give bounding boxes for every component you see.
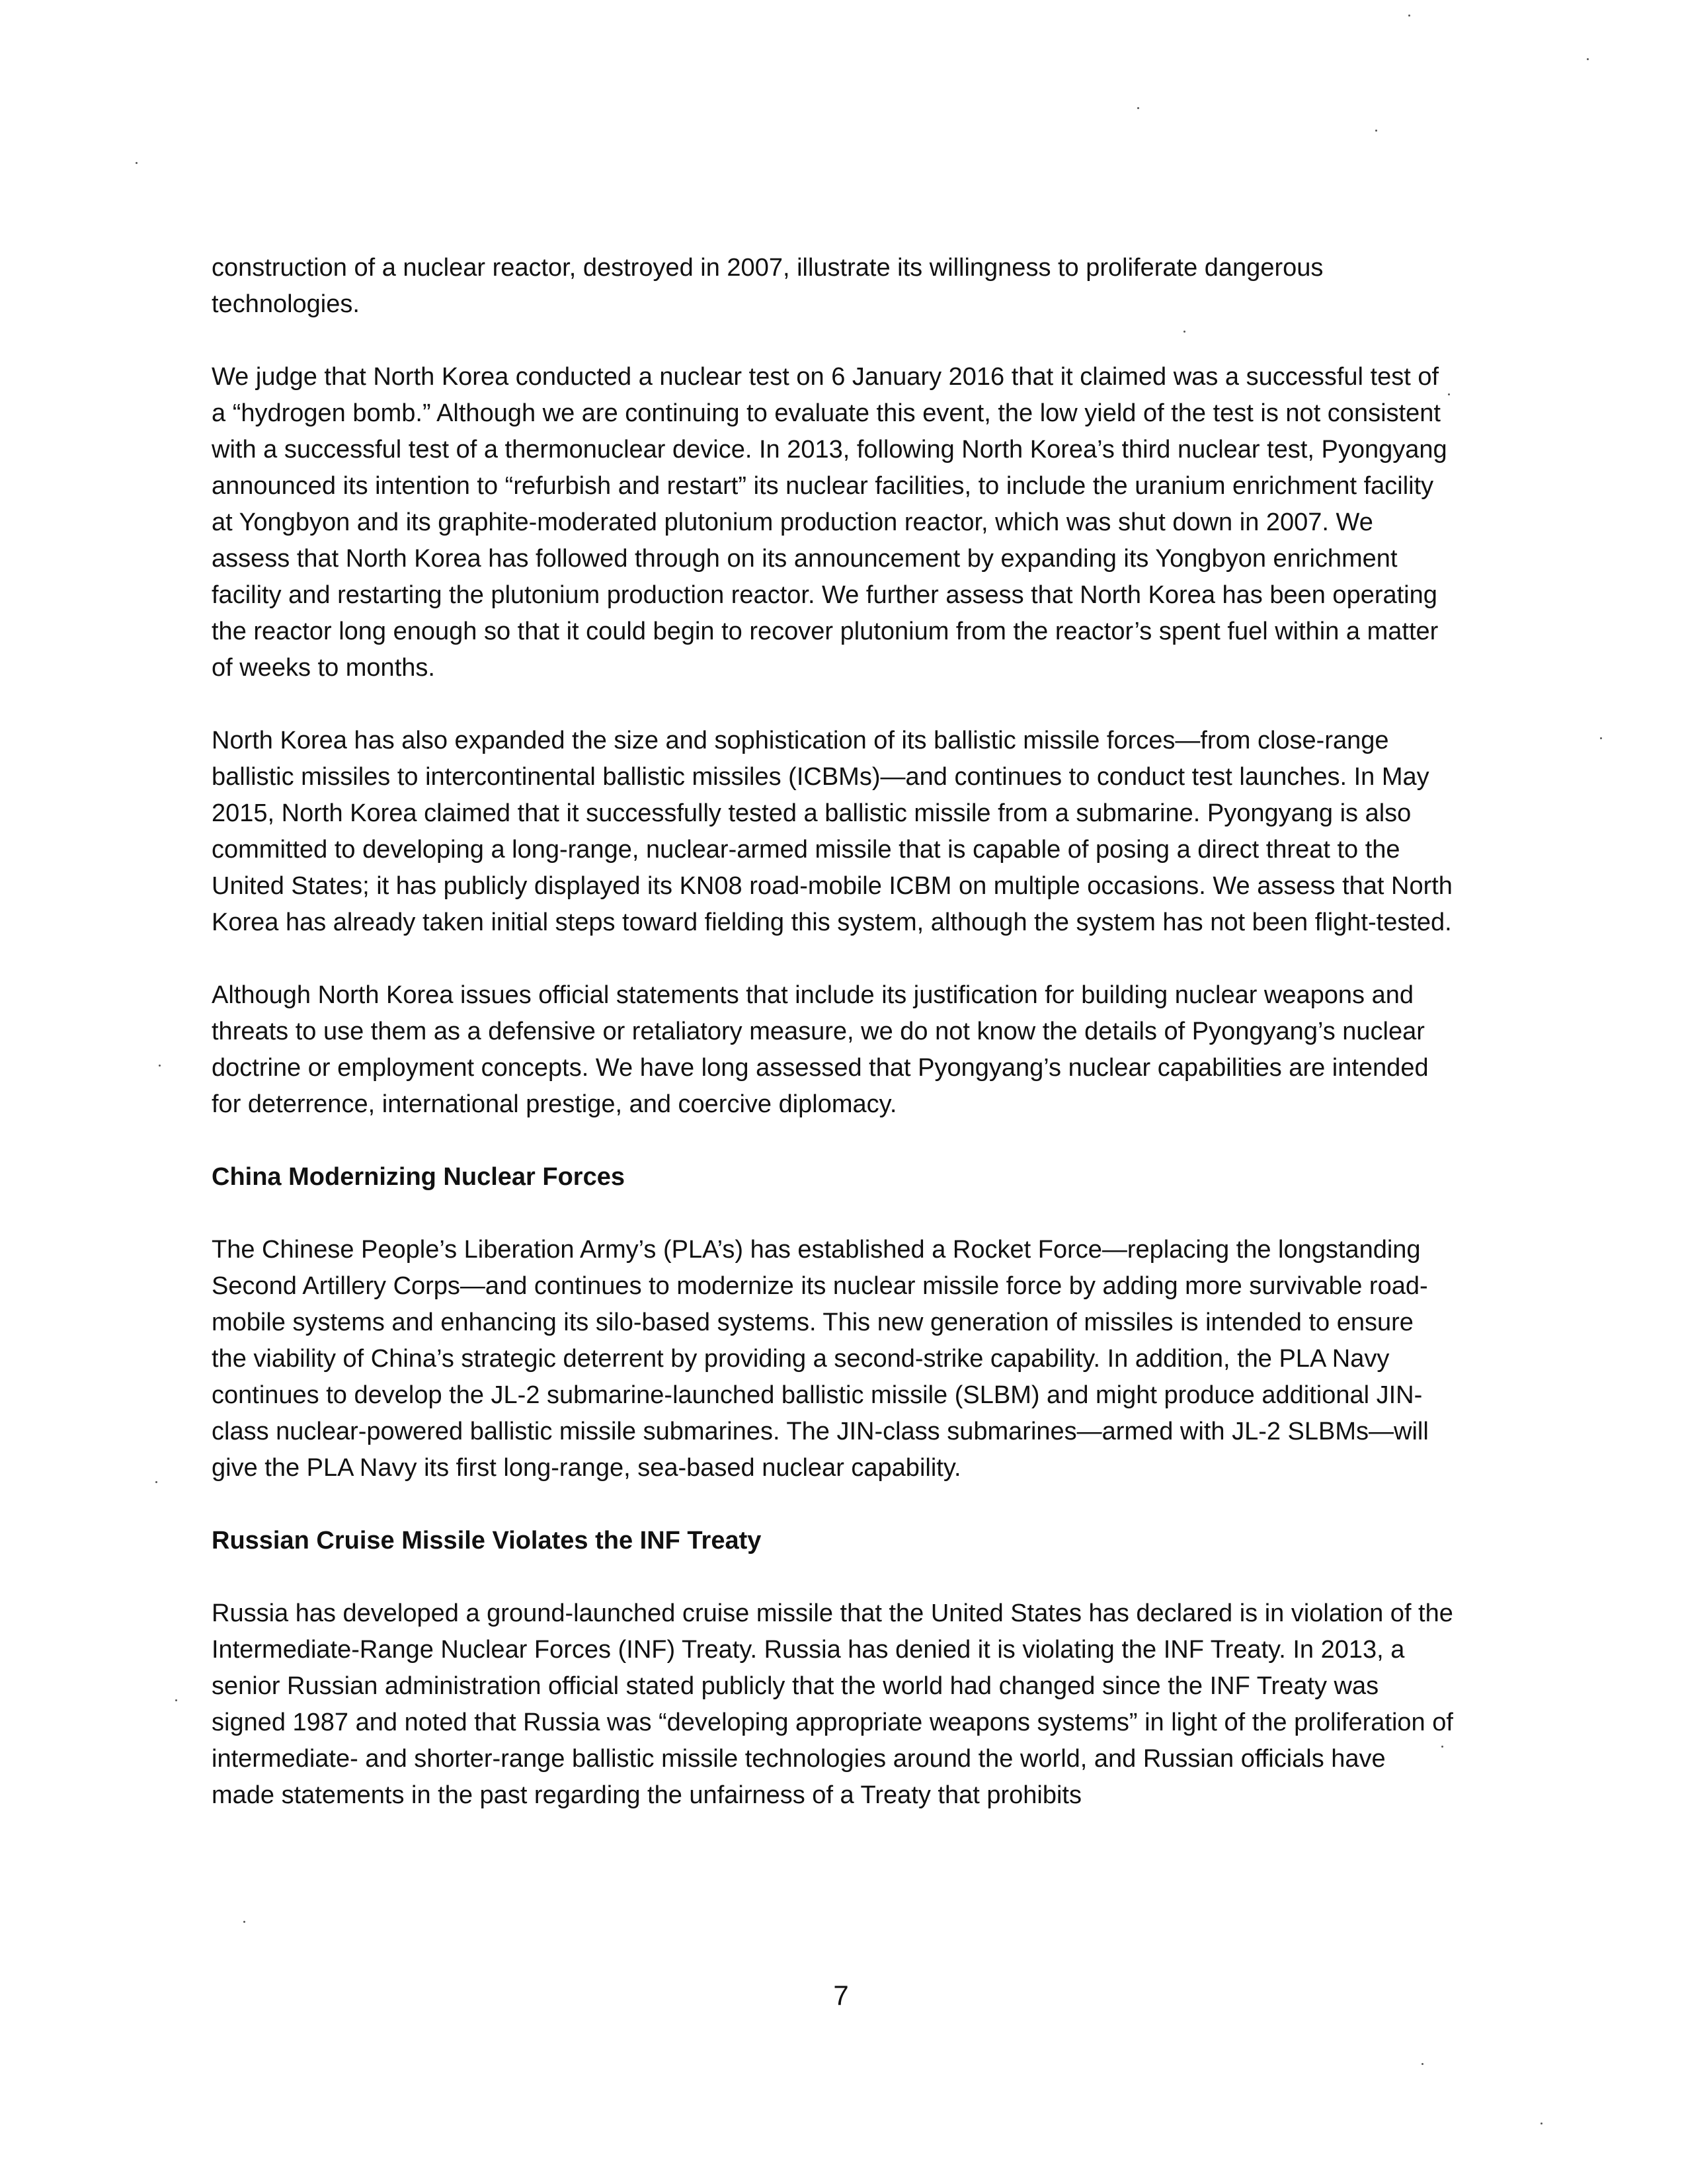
document-body (212, 250, 1455, 1850)
heading-russia: Russian Cruise Missile Violates the INF Treaty (212, 1527, 762, 1555)
scan-speck (1137, 107, 1139, 109)
paragraph-proliferation-continuation: construction of a nuclear reactor, destroyed in 2007, illustrate its willingness to proliferate dangerous technologies. (212, 254, 1324, 318)
scan-speck (155, 1481, 157, 1483)
scan-speck (1183, 331, 1185, 333)
scan-speck (1600, 737, 1602, 739)
heading-china: China Modernizing Nuclear Forces (212, 1163, 625, 1191)
scan-speck (1422, 2063, 1423, 2065)
paragraph-nuclear-test: We judge that North Korea conducted a nuclear test on 6 January 2016 that it claimed was a successful test of a “hydrogen bomb.” Although we are continuing to evaluate this event, the low yield of the test is not consistent with a successful test of a thermonuclear device. In 2013, following North Korea’s third nuclear test, Pyongyang announced its intention to “refurbish and restart” its nuclear facilities, to include the uranium enrichment facility at Yongbyon and its graphite-moderated plutonium production reactor, which was shut down in 2007. We assess that North Korea has followed through on its announcement by expanding its Yongbyon enrichment facility and restarting the plutonium production reactor. We further assess that North Korea has been operating the reactor long enough so that it could begin to recover plutonium from the reactor’s spent fuel within a matter of weeks to months. (212, 363, 1447, 682)
scan-speck (1448, 393, 1450, 395)
paragraph-russia-inf: Russia has developed a ground-launched cruise missile that the United States has declared is in violation of the Intermediate-Range Nuclear Forces (INF) Treaty. Russia has denied it is violating the INF Treaty. In 2013, a senior Russian administration official stated publicly that the world had changed since the INF Treaty was signed 1987 and noted that Russia was “developing appropriate weapons systems” in light of the proliferation of intermediate- and shorter-range ballistic missile technologies around the world, and Russian officials have made statements in the past regarding the unfairness of a Treaty that prohibits (212, 1599, 1453, 1809)
paragraph-ballistic-missiles: North Korea has also expanded the size and sophistication of its ballistic missile forces—from close-range ballistic missiles to intercontinental ballistic missiles (ICBMs)—and continues to conduct test launches. In May 2015, North Korea claimed that it successfully tested a ballistic missile from a submarine. Pyongyang is also committed to developing a long-range, nuclear-armed missile that is capable of posing a direct threat to the United States; it has publicly displayed its KN08 road-mobile ICBM on multiple occasions. We assess that North Korea has already taken initial steps toward fielding this system, although the system has not been flight-tested. (212, 727, 1453, 936)
scan-speck (1541, 2123, 1542, 2124)
scan-speck (1441, 1746, 1443, 1748)
scan-speck (175, 1699, 177, 1701)
paragraph-nuclear-doctrine: Although North Korea issues official statements that include its justification for building nuclear weapons and threats to use them as a defensive or retaliatory measure, we do not know the details of Pyongyang’s nuclear doctrine or employment concepts. We have long assessed that Pyongyang’s nuclear capabilities are intended for deterrence, international prestige, and coercive diplomacy. (212, 981, 1429, 1118)
scan-speck (243, 1921, 245, 1923)
paragraph-china-forces: The Chinese People’s Liberation Army’s (PLA’s) has established a Rocket Force—replacing the longstanding Second Artillery Corps—and continues to modernize its nuclear missile force by adding more survivable road-mobile systems and enhancing its silo-based systems. This new generation of missiles is intended to ensure the viability of China’s strategic deterrent by providing a second-strike capability. In addition, the PLA Navy continues to develop the JL-2 submarine-launched ballistic missile (SLBM) and might produce additional JIN-class nuclear-powered ballistic missile submarines. The JIN-class submarines—armed with JL-2 SLBMs—will give the PLA Navy its first long-range, sea-based nuclear capability. (212, 1236, 1429, 1482)
scan-speck (1587, 58, 1589, 60)
page-number: 7 (833, 1980, 849, 2011)
scan-speck (1375, 130, 1377, 132)
scan-speck (136, 162, 138, 164)
scan-speck (1408, 15, 1410, 17)
scan-speck (159, 1065, 161, 1067)
